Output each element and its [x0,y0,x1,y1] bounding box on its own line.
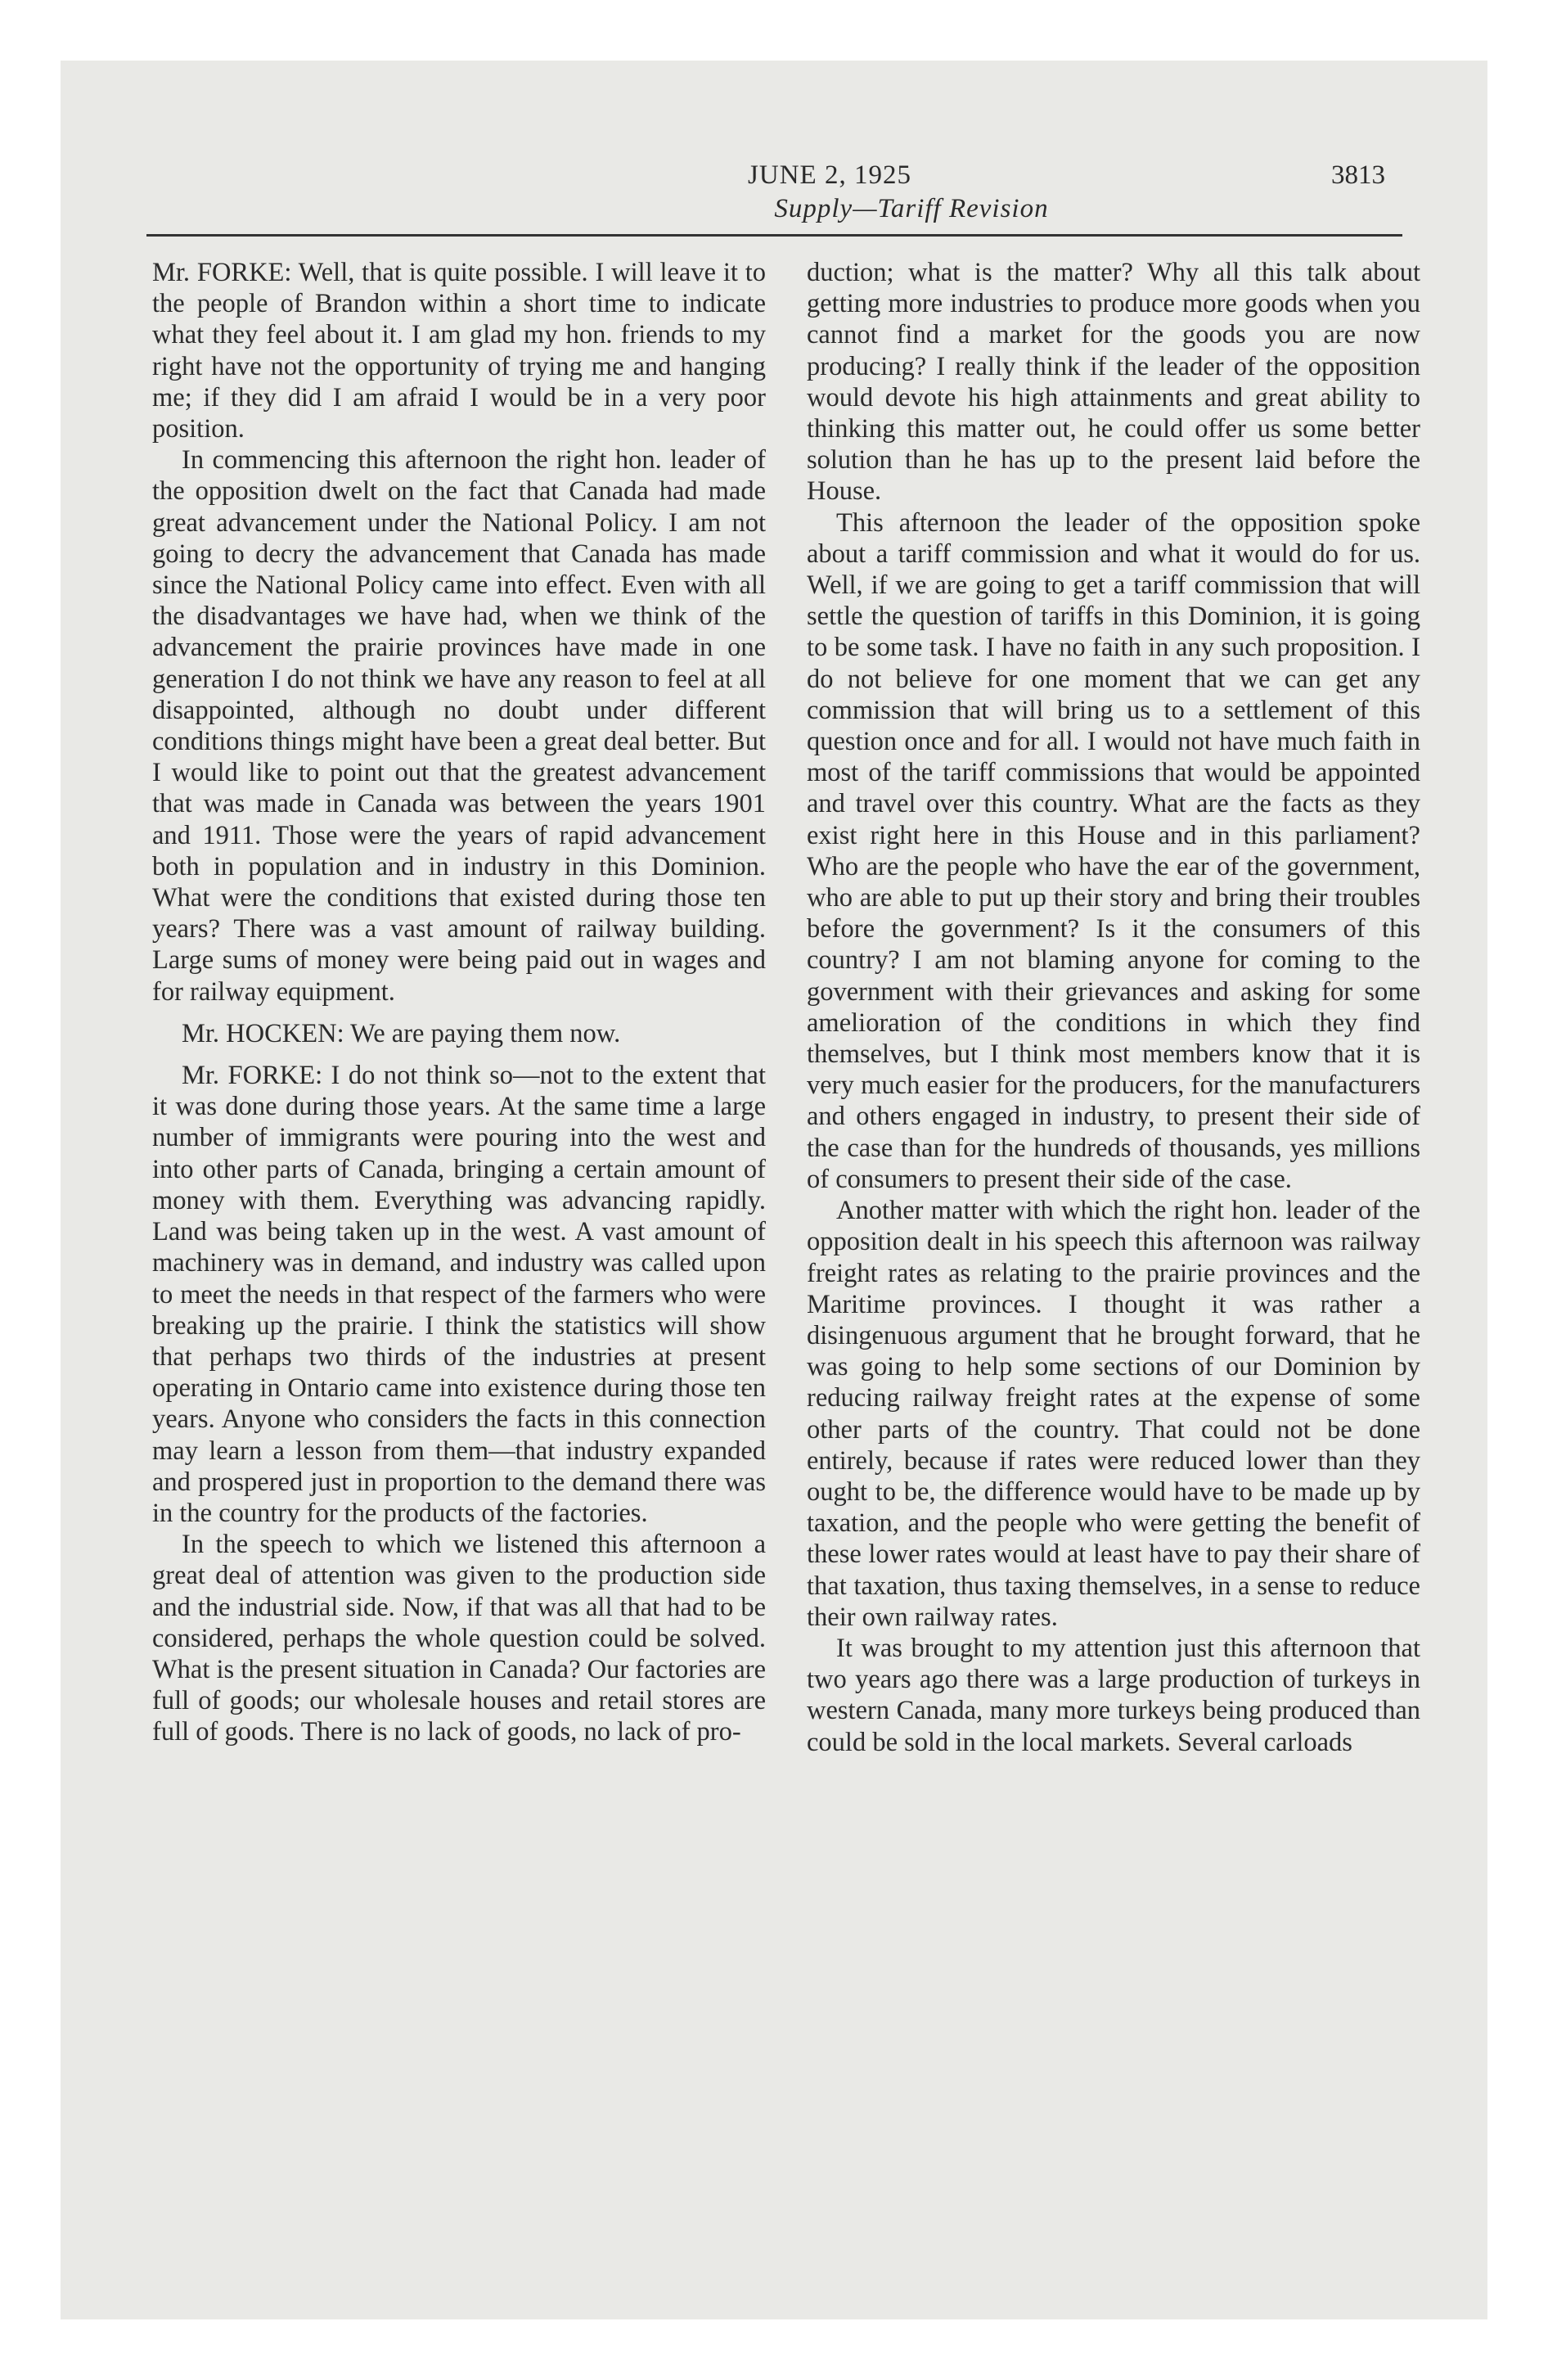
paragraph: Mr. HOCKEN: We are paying them now. [182,1018,621,1048]
left-column [152,257,766,1748]
section-title: Supply—Tariff Revision [774,194,1049,223]
paragraph: duction; what is the matter? Why all this talk about getting more industries to produce more goods when you cannot find a market for the goods you are now producing? I really think if the leader of the opposition would devote his high attainments and great ability to thinking this matter out, he could offer us some better solution than he has up to the present laid before the House. [807,258,1420,507]
paragraph: Mr. FORKE: Well, that is quite possible. I will leave it to the people of Brandon within a short time to indicate what they feel about it. I am glad my hon. friends to my right have not the opportunity of trying me and hanging me; if they did I am afraid I would be in a very poor position. [152,258,766,444]
paragraph: This afternoon the leader of the opposition spoke about a tariff commission and what it would do for us. Well, if we are going to get a tariff commission that will settle the question of tariffs in this Dominion, it is going to be some task. I have no faith in any such proposition. I do not believe for one moment that we can get any commission that will bring us to a settlement of this question once and for all. I would not have much faith in most of the tariff commissions that would be appointed and travel over this country. What are the facts as they exist right here in this House and in this parliament? Who are the people who have the ear of the government, who are able to put up their story and bring their troubles before the government? Is it the consumers of this country? I am not blaming anyone for coming to the government with their grievances and asking for some amelioration of the conditions in which they find themselves, but I think most members know that it is very much easier for the producers, for the manufacturers and others engaged in industry, to present their side of the case than for the hundreds of thousands, yes millions of consumers to present their side of the case. [807,507,1420,1194]
document-page [61,61,1487,2319]
header-date: JUNE 2, 1925 [748,160,911,190]
header-rule [146,234,1402,237]
paragraph: In the speech to which we listened this afternoon a great deal of attention was given to the production side and the industrial side. Now, if that was all that had to be considered, perhaps the whole question could be solved. What is the present situation in Canada? Our factories are full of goods; our wholesale houses and retail stores are full of goods. There is no lack of goods, no lack of pro- [152,1530,766,1747]
right-column [807,257,1420,1758]
paragraph: Another matter with which the right hon. leader of the opposition dealt in his speech this afternoon was railway freight rates as relating to the prairie provinces and the Maritime provinces. I thought it was rather a disingenuous argument that he brought forward, that he was going to help some sections of our Dominion by reducing railway freight rates at the expense of some other parts of the country. That could not be done entirely, because if rates were reduced lower than they ought to be, the difference would have to be made up by taxation, and the people who were getting the benefit of these lower rates would at least have to pay their share of that taxation, thus taxing themselves, in a sense to reduce their own railway rates. [807,1196,1420,1632]
page-number: 3813 [1331,160,1385,190]
paragraph: It was brought to my attention just this afternoon that two years ago there was a large production of turkeys in western Canada, many more turkeys being produced than could be sold in the local markets. Several carloads [807,1633,1420,1757]
page-header [61,61,1487,257]
paragraph: In commencing this afternoon the right hon. leader of the opposition dwelt on the fact that Canada had made great advancement under the National Policy. I am not going to decry the advancement that Canada has made since the National Policy came into effect. Even with all the disadvantages we have had, when we think of the advancement the prairie provinces have made in one generation I do not think we have any reason to feel at all disappointed, although no doubt under different conditions things might have been a great deal better. But I would like to point out that the greatest advancement that was made in Canada was between the years 1901 and 1911. Those were the years of rapid advancement both in population and in industry in this Dominion. What were the conditions that existed during those ten years? There was a vast amount of railway building. Large sums of money were being paid out in wages and for railway equipment. [152,445,766,1007]
paragraph: Mr. FORKE: I do not think so—not to the extent that it was done during those years. At the same time a large number of immigrants were pouring into the west and into other parts of Canada, bringing a certain amount of money with them. Everything was advancing rapidly. Land was being taken up in the west. A vast amount of machinery was in demand, and industry was called upon to meet the needs in that respect of the farmers who were breaking up the prairie. I think the statistics will show that perhaps two thirds of the industries at present operating in Ontario came into existence during those ten years. Anyone who considers the facts in this connection may learn a lesson from them—that industry expanded and prospered just in proportion to the demand there was in the country for the products of the factories. [152,1061,766,1528]
